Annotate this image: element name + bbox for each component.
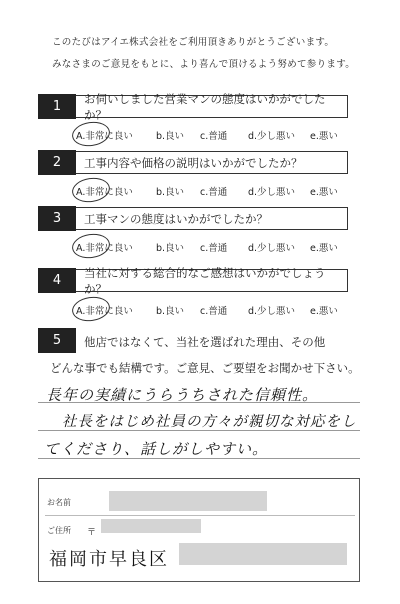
option-b: b.良い: [156, 243, 185, 254]
option-a: A.非常に良い: [76, 243, 133, 254]
option-d: d.少し悪い: [248, 306, 296, 317]
handwritten-answer-3: てくださり、話しがしやすい。: [44, 440, 269, 458]
option-b: b.良い: [156, 131, 185, 142]
question-1-number: 1: [38, 94, 76, 119]
question-2-text: 工事内容や価格の説明はいかがでしたか？: [76, 151, 348, 174]
question-5-text-2: どんな事でも結構です。ご意見、ご要望をお聞かせ下さい。: [50, 361, 360, 375]
selected-circle-q1: [71, 119, 112, 148]
option-c: c.普通: [200, 306, 228, 317]
question-1-text: お伺いしました営業マンの態度はいかがでしたか？: [76, 95, 348, 118]
question-3-text: 工事マンの態度はいかがでしたか？: [76, 207, 348, 230]
option-c: c.普通: [200, 187, 228, 198]
question-5-number: 5: [38, 328, 76, 353]
question-4-text: 当社に対する総合的なご感想はいかがでしょうか？: [76, 269, 348, 292]
address-label: ご住所: [47, 526, 71, 535]
postal-redaction: [101, 519, 201, 533]
option-e: e.悪い: [310, 187, 338, 198]
customer-info-box: [38, 478, 360, 582]
address-redaction: [179, 543, 347, 565]
question-4-options: [76, 303, 348, 317]
handwritten-answer-2: 社長をはじめ社員の方々が親切な対応をし: [62, 414, 357, 430]
handwritten-address: 福岡市早良区: [49, 549, 169, 570]
question-1-options: [76, 128, 348, 142]
option-b: b.良い: [156, 306, 185, 317]
selected-circle-q3: [71, 231, 112, 260]
option-e: e.悪い: [310, 131, 338, 142]
name-redaction: [109, 491, 267, 511]
option-c: c.普通: [200, 243, 228, 254]
option-a: A.非常に良い: [76, 187, 133, 198]
question-2-number: 2: [38, 150, 76, 175]
question-2-options: [76, 184, 348, 198]
intro-line-1: このたびはアイエ株式会社をご利用頂きありがとうございます。: [52, 37, 335, 48]
intro-line-2: みなさまのご意見をもとに、より喜んで頂けるよう努めて参ります。: [52, 59, 356, 70]
name-label: お名前: [47, 498, 71, 507]
question-5-text-1: 他店ではなくて、当社を選ばれた理由、その他: [84, 335, 326, 349]
option-b: b.良い: [156, 187, 185, 198]
option-e: e.悪い: [310, 243, 338, 254]
postal-mark: 〒: [87, 528, 97, 538]
question-3-number: 3: [38, 206, 76, 231]
selected-circle-q4: [71, 294, 112, 323]
handwritten-answer-1: 長年の実績にうらうちされた信頼性。: [46, 386, 319, 404]
name-rule: [45, 515, 355, 516]
option-d: d.少し悪い: [248, 131, 296, 142]
selected-circle-q2: [71, 175, 112, 204]
question-3-options: [76, 240, 348, 254]
option-d: d.少し悪い: [248, 187, 296, 198]
question-4-number: 4: [38, 268, 76, 293]
option-d: d.少し悪い: [248, 243, 296, 254]
option-a: A.非常に良い: [76, 131, 133, 142]
option-c: c.普通: [200, 131, 228, 142]
option-e: e.悪い: [310, 306, 338, 317]
option-a: A.非常に良い: [76, 306, 133, 317]
